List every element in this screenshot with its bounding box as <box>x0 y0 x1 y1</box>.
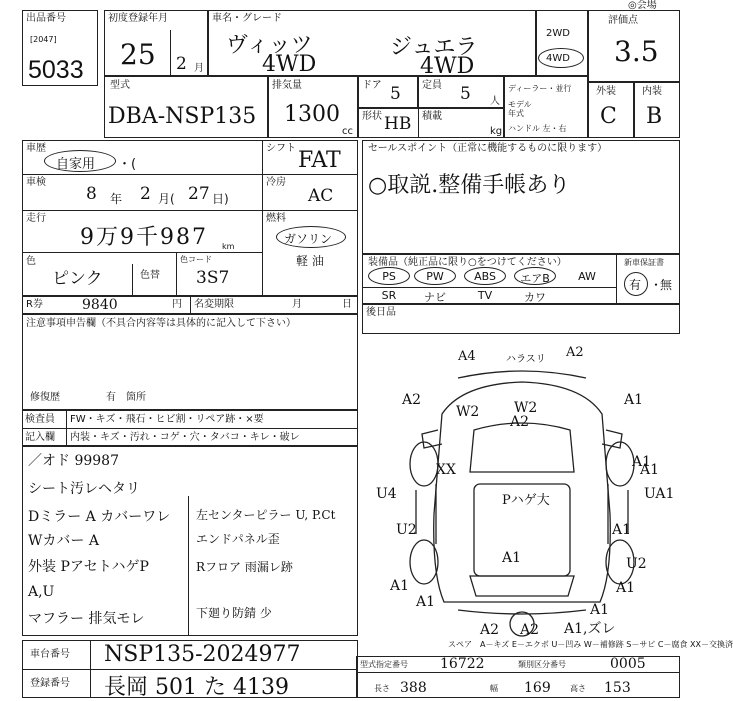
width-value: 169 <box>524 680 551 696</box>
first-reg-month: 2 <box>176 54 187 74</box>
usage-value: 自家用 <box>56 157 96 172</box>
first-reg-month-unit: 月 <box>194 63 204 74</box>
rating-label: 評価点 <box>608 15 638 26</box>
damage-label: UA1 <box>644 486 675 502</box>
name-change-month: 月 <box>292 299 302 310</box>
equipment-item: ABS <box>474 270 496 283</box>
equipment-item: SR <box>381 289 397 302</box>
equipment-circle <box>514 267 556 285</box>
name-change-day: 日 <box>342 299 352 310</box>
repair-value: 有 <box>106 392 116 403</box>
diagram-roof-note: Pハゲ大 <box>502 493 550 508</box>
diagram-top-right: A2 <box>566 345 584 360</box>
ac-label: 冷房 <box>266 177 286 188</box>
shaken-year: 8 <box>86 184 97 204</box>
usage-paren: ・( <box>118 157 137 172</box>
lot-sub: [2047] <box>30 35 57 44</box>
damage-label: W2 <box>456 404 480 420</box>
damage-label: A1 <box>390 578 410 594</box>
inspector-note-line: 左センターピラー U, P.Ct <box>196 508 336 522</box>
damage-label: A1 <box>590 602 610 618</box>
inspector-note-line: シート汚レヘタリ <box>28 481 140 497</box>
wheel-rear-left <box>410 540 438 584</box>
damage-label: スペア <box>448 640 472 649</box>
category-value: 0005 <box>610 656 646 672</box>
displacement-unit: cc <box>342 126 353 137</box>
mileage-unit: km <box>222 242 235 251</box>
shaken-month-unit: 月( <box>158 192 175 206</box>
model-value: DBA-NSP135 <box>108 104 257 129</box>
first-reg-year: 25 <box>120 38 156 71</box>
equipment-item: TV <box>477 289 493 302</box>
damage-label: XX <box>436 462 456 478</box>
doors-value: 5 <box>390 84 401 104</box>
damage-label: A1 <box>640 462 660 478</box>
model-label: 型式 <box>110 80 130 91</box>
grade-drive: 4WD <box>420 54 475 79</box>
equipment-item: AW <box>578 270 596 283</box>
damage-label: A1 <box>624 392 644 408</box>
inspector-note-line: A,U <box>28 584 55 600</box>
damage-label: A2 <box>480 622 500 638</box>
inspector-row2-label: 記入欄 <box>25 432 55 443</box>
sales-points-label: セールスポイント（正常に機能するものに限ります） <box>368 143 608 154</box>
capacity-value: 5 <box>460 84 471 104</box>
displacement-value: 1300 <box>284 102 340 127</box>
inspector-row1-label: 検査員 <box>25 414 55 425</box>
shift-value: FAT <box>298 148 341 173</box>
equipment-item: エアB <box>520 272 550 285</box>
sales-points-text: ○取説.整備手帳あり <box>368 173 571 198</box>
lot-number: 5033 <box>28 56 84 84</box>
mileage-value: 9万9千987 <box>80 225 208 250</box>
equipment-circle <box>464 267 506 285</box>
diagram-top-mid: ハラスリ <box>506 354 546 365</box>
drive-4wd: 4WD <box>546 53 570 64</box>
inspector-row2-items: 内装・キズ・汚れ・コゲ・穴・タバコ・キレ・破レ <box>70 432 300 443</box>
exterior-value: C <box>600 104 617 129</box>
damage-label: A1 <box>416 594 436 610</box>
exterior-label: 外装 <box>596 86 616 97</box>
repair-place: 箇所 <box>126 392 146 403</box>
category-label: 類別区分番号 <box>518 660 566 669</box>
later-label: 後日品 <box>366 307 396 318</box>
fuel-gasoline: ガソリン <box>284 232 333 246</box>
chassis-value: NSP135-2024977 <box>104 642 301 667</box>
damage-label: A1 <box>502 550 522 566</box>
front-bumper <box>458 371 586 378</box>
car-diagram <box>362 334 680 650</box>
car-name-drive: 4WD <box>262 52 317 77</box>
color-change-label: 色替 <box>140 270 160 281</box>
load-label: 積載 <box>422 111 442 122</box>
equipment-item: カワ <box>524 291 546 304</box>
length-value: 388 <box>400 680 427 696</box>
equipment-circle <box>368 267 410 285</box>
shaken-day-unit: 日) <box>212 192 229 206</box>
color-code-value: 3S7 <box>196 268 230 288</box>
car-name: ヴィッツ <box>226 33 313 58</box>
shaken-label: 車検 <box>26 177 46 188</box>
chassis-label: 車台番号 <box>30 649 70 660</box>
name-change-label: 名変期限 <box>194 299 234 310</box>
color-value: ピンク <box>52 269 103 289</box>
damage-label: A2 <box>402 392 422 408</box>
hood-outline <box>470 423 574 472</box>
plate-value: 長岡 501 た 4139 <box>104 675 289 700</box>
length-label: 長さ <box>374 684 390 693</box>
color-code-label: 色コード <box>180 255 212 264</box>
shaken-day: 27 <box>188 184 210 204</box>
warranty-sep: ・ <box>650 278 663 292</box>
inspector-note-line: エンドパネル歪 <box>196 532 280 546</box>
notes-label: 注意事項申告欄（不具合内容等は具体的に記入して下さい） <box>26 318 296 329</box>
equipment-circle <box>414 267 456 285</box>
shape-label: 形状 <box>362 111 382 122</box>
shift-label: シフト <box>266 143 296 154</box>
equipment-item: ナビ <box>424 291 446 304</box>
damage-label: A2 <box>510 414 530 430</box>
inspector-note-line: 外装 PアセトハゲP <box>28 559 149 575</box>
warranty-no: 無 <box>660 278 673 292</box>
inspector-note-line: Rフロア 雨漏レ跡 <box>196 560 293 574</box>
damage-label: U2 <box>626 556 647 572</box>
damage-label: U4 <box>376 486 397 502</box>
height-label: 高さ <box>570 684 586 693</box>
repair-label: 修復歴 <box>30 392 60 403</box>
width-label: 幅 <box>490 684 498 693</box>
grade: ジュエラ <box>390 35 478 60</box>
inspector-row1-items: FW・キズ・飛石・ヒビ割・リペア跡・×要 <box>70 414 264 425</box>
type-cert-label: 型式指定番号 <box>360 660 408 669</box>
diagram-top-left: A4 <box>458 349 476 364</box>
equipment-label: 装備品（純正品に限り○をつけてください） <box>368 257 567 268</box>
doors-label: ドア <box>362 80 382 91</box>
damage-label: A1 <box>616 580 636 596</box>
equipment-item: PW <box>426 270 444 283</box>
damage-label: A2 <box>520 622 540 638</box>
damage-label: A1 <box>632 454 652 470</box>
venue: ◎会場 <box>628 0 657 11</box>
equipment-item: PS <box>382 270 396 283</box>
plate-label: 登録番号 <box>30 678 70 689</box>
model-year-label: モデル年式 <box>508 100 532 118</box>
fuel-label: 燃料 <box>266 213 286 224</box>
shaken-month: 2 <box>140 184 151 204</box>
recycle-unit: 円 <box>172 299 182 310</box>
fuel-light-oil: 軽 油 <box>296 254 324 268</box>
warranty-label: 新車保証書 <box>624 258 664 267</box>
usage-label: 車歴 <box>26 143 46 154</box>
displacement-label: 排気量 <box>272 80 302 91</box>
warranty-yes: 有 <box>629 278 642 292</box>
inspector-note-line: Wカバー A <box>28 533 99 549</box>
inspector-note-line: 下廻り防錆 少 <box>196 606 272 620</box>
damage-label: U2 <box>396 522 417 538</box>
interior-value: B <box>646 104 663 129</box>
shape-value: HB <box>384 114 412 134</box>
recycle-value: 9840 <box>82 297 118 313</box>
color-label: 色 <box>26 256 36 267</box>
handle-label: ハンドル 左・右 <box>508 124 567 133</box>
height-value: 153 <box>604 680 631 696</box>
mileage-label: 走行 <box>26 213 46 224</box>
capacity-label: 定員 <box>422 80 442 91</box>
recycle-label: R券 <box>26 299 43 310</box>
inspector-note-line: Dミラー A カバーワレ <box>28 509 171 525</box>
lot-label: 出品番号 <box>26 13 66 24</box>
inspector-note-line: マフラー 排気モレ <box>28 611 145 627</box>
interior-label: 内装 <box>642 86 662 97</box>
inspector-note-line: ／オド 99987 <box>28 453 119 469</box>
ac-value: AC <box>308 186 334 206</box>
shaken-year-unit: 年 <box>110 192 123 206</box>
first-reg-label: 初度登録年月 <box>108 13 168 24</box>
load-unit: kg <box>490 126 503 137</box>
type-cert-value: 16722 <box>440 656 485 672</box>
capacity-unit: 人 <box>490 96 500 107</box>
drive-2wd: 2WD <box>546 28 570 39</box>
damage-label: A1 <box>612 522 632 538</box>
damage-label: A1,ズレ <box>564 621 616 637</box>
rear-outline <box>470 576 574 596</box>
dealer-label: ディーラー・並行 <box>508 84 572 93</box>
diagram-legend: A－キズ E－エクボ U－凹み W－補修跡 S－サビ C－腐食 XX－交換済 <box>480 640 733 649</box>
later-items-box <box>362 304 680 334</box>
car-name-label: 車名・グレード <box>212 13 282 24</box>
damage-label: W2 <box>514 400 538 416</box>
rating-value: 3.5 <box>614 35 659 68</box>
